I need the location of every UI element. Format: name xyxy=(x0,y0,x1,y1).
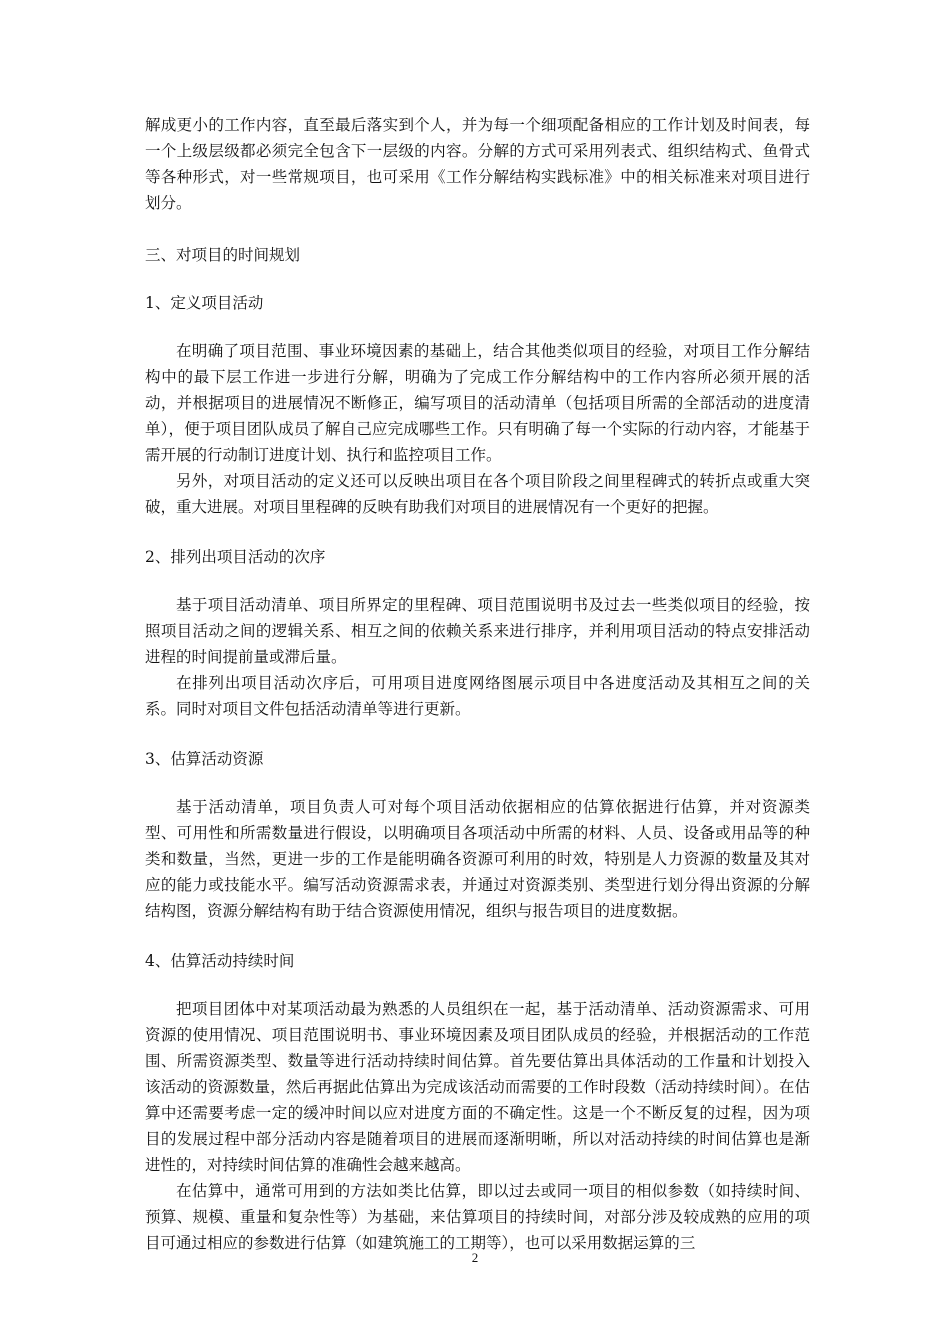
paragraph-1-1: 在明确了项目范围、事业环境因素的基础上，结合其他类似项目的经验，对项目工作分解结构中的最下层工作进一步进行分解，明确为了完成工作分解结构中的工作内容所必须开展的活动，并根据项目的进展情况不断修正，编写项目的活动清单（包括项目所需的全部活动的进度清单），便于项目团队成员了解自己应完成哪些工作。只有明确了每一个实际的行动内容，才能基于需开展的行动制订进度计划、执行和监控项目工作。 xyxy=(145,342,810,464)
subsection-heading-2: 2、排列出项目活动的次序 xyxy=(145,548,326,566)
subsection-heading-4: 4、估算活动持续时间 xyxy=(145,952,295,970)
paragraph-2-1: 基于项目活动清单、项目所界定的里程碑、项目范围说明书及过去一些类似项目的经验，按照项目活动之间的逻辑关系、相互之间的依赖关系来进行排序，并利用项目活动的特点安排活动进程的时间提前量或滞后量。 xyxy=(145,596,810,666)
paragraph-4-1: 把项目团体中对某项活动最为熟悉的人员组织在一起，基于活动清单、活动资源需求、可用资源的使用情况、项目范围说明书、事业环境因素及项目团队成员的经验，并根据活动的工作范围、所需资源类型、数量等进行活动持续时间估算。首先要估算出具体活动的工作量和计划投入该活动的资源数量，然后再据此估算出为完成该活动而需要的工作时段数（活动持续时间）。在估算中还需要考虑一定的缓冲时间以应对进度方面的不确定性。这是一个不断反复的过程，因为项目的发展过程中部分活动内容是随着项目的进展而逐渐明晰，所以对活动持续的时间估算也是渐进性的，对持续时间估算的准确性会越来越高。 xyxy=(145,1000,810,1174)
paragraph-3-1: 基于活动清单，项目负责人可对每个项目活动依据相应的估算依据进行估算，并对资源类型、可用性和所需数量进行假设，以明确项目各项活动中所需的材料、人员、设备或用品等的种类和数量，当然，更进一步的工作是能明确各资源可利用的时效，特别是人力资源的数量及其对应的能力或技能水平。编写活动资源需求表，并通过对资源类别、类型进行划分得出资源的分解结构图，资源分解结构有助于结合资源使用情况，组织与报告项目的进度数据。 xyxy=(145,798,810,920)
paragraph-2-2: 在排列出项目活动次序后，可用项目进度网络图展示项目中各进度活动及其相互之间的关系。同时对项目文件包括活动清单等进行更新。 xyxy=(145,674,810,718)
page-number: 2 xyxy=(471,1250,479,1265)
subsection-heading-1: 1、定义项目活动 xyxy=(145,294,264,312)
subsection-heading-3: 3、估算活动资源 xyxy=(145,750,264,768)
intro-paragraph: 解成更小的工作内容，直至最后落实到个人，并为每一个细项配备相应的工作计划及时间表，每一个上级层级都必须完全包含下一层级的内容。分解的方式可采用列表式、组织结构式、鱼骨式等各种形式，对一些常规项目，也可采用《工作分解结构实践标准》中的相关标准来对项目进行划分。 xyxy=(145,116,810,212)
paragraph-1-2: 另外，对项目活动的定义还可以反映出项目在各个项目阶段之间里程碑式的转折点或重大突破，重大进展。对项目里程碑的反映有助我们对项目的进展情况有一个更好的把握。 xyxy=(145,472,810,516)
section-title: 三、对项目的时间规划 xyxy=(145,246,301,264)
document-page xyxy=(145,112,810,1256)
paragraph-4-2: 在估算中，通常可用到的方法如类比估算，即以过去或同一项目的相似参数（如持续时间、预算、规模、重量和复杂性等）为基础，来估算项目的持续时间，对部分涉及较成熟的应用的项目可通过相应的参数进行估算（如建筑施工的工期等），也可以采用数据运算的三 xyxy=(145,1182,810,1252)
